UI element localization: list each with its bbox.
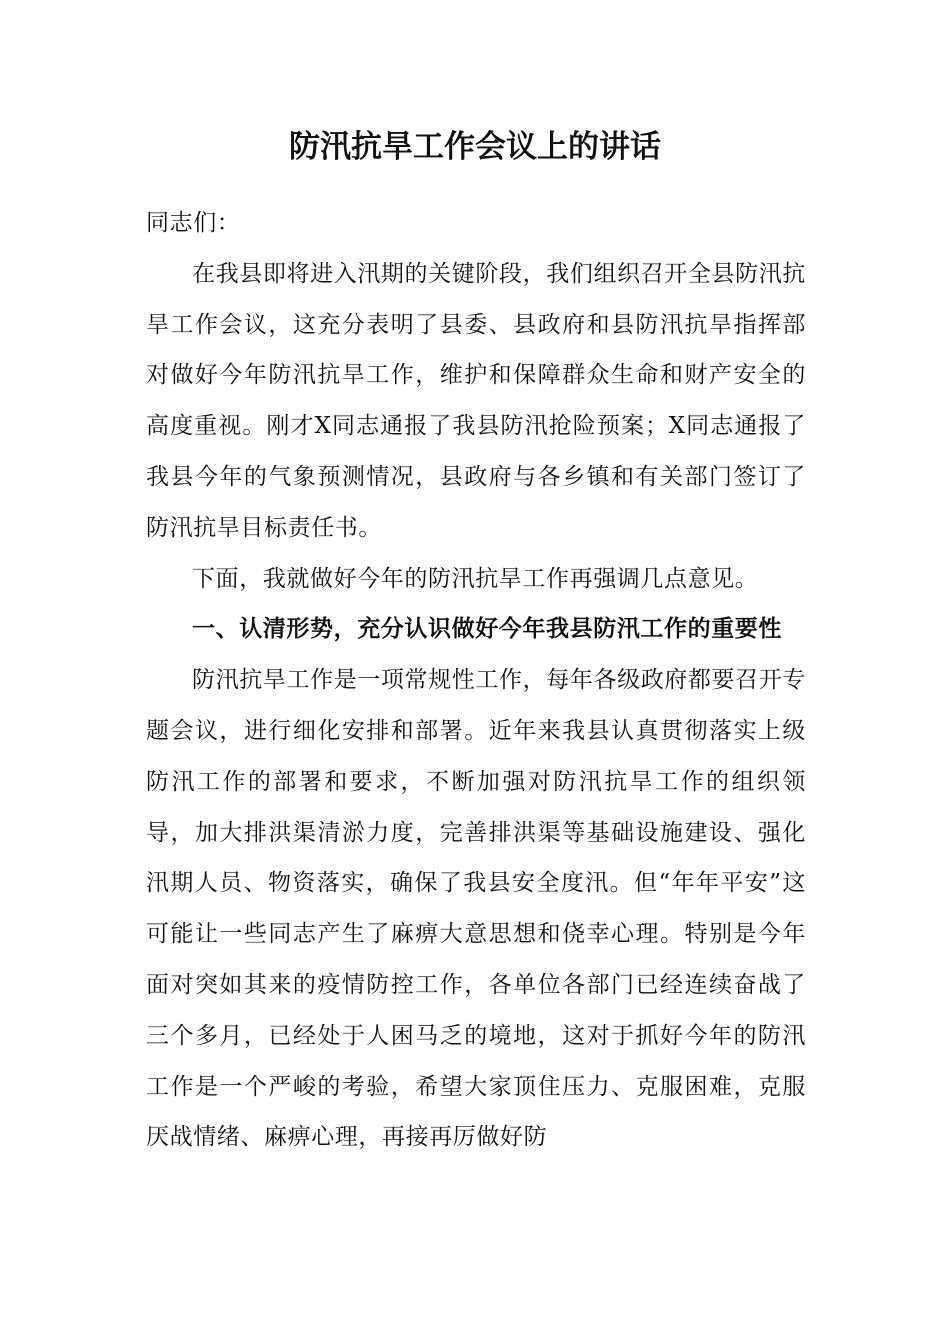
document-title: 防汛抗旱工作会议上的讲话 <box>289 129 661 165</box>
paragraph-transition: 下面，我就做好今年的防汛抗旱工作再强调几点意见。 <box>192 565 759 592</box>
paragraph-intro: 在我县即将进入汛期的关键阶段，我们组织召开全县防汛抗旱工作会议，这充分表明了县委、县政府和县防汛抗旱指挥部对做好今年防汛抗旱工作，维护和保障群众生命和财产安全的高度重视。刚才X同志通报了我县防汛抢险预案；X同志通报了我县今年的气象预测情况，县政府与各乡镇和有关部门签订了防汛抗旱目标责任书。 <box>146 260 806 541</box>
section-heading: 一、认清形势，充分认识做好今年我县防汛工作的重要性 <box>192 616 782 643</box>
document-body <box>146 198 806 1163</box>
paragraph-section-1: 防汛抗旱工作是一项常规性工作，每年各级政府都要召开专题会议，进行细化安排和部署。近年来我县认真贯彻落实上级防汛工作的部署和要求，不断加强对防汛抗旱工作的组织领导，加大排洪渠清淤力度，完善排洪渠等基础设施建设、强化汛期人员、物资落实，确保了我县安全度汛。但“年年平安”这可能让一些同志产生了麻痹大意思想和侥幸心理。特别是今年面对突如其来的疫情防控工作，各单位各部门已经连续奋战了三个多月，已经处于人困马乏的境地，这对于抓好今年的防汛工作是一个严峻的考验，希望大家顶住压力、克服困难，克服厌战情绪、麻痹心理，再接再厉做好防 <box>146 667 806 1151</box>
salutation: 同志们： <box>146 210 241 236</box>
